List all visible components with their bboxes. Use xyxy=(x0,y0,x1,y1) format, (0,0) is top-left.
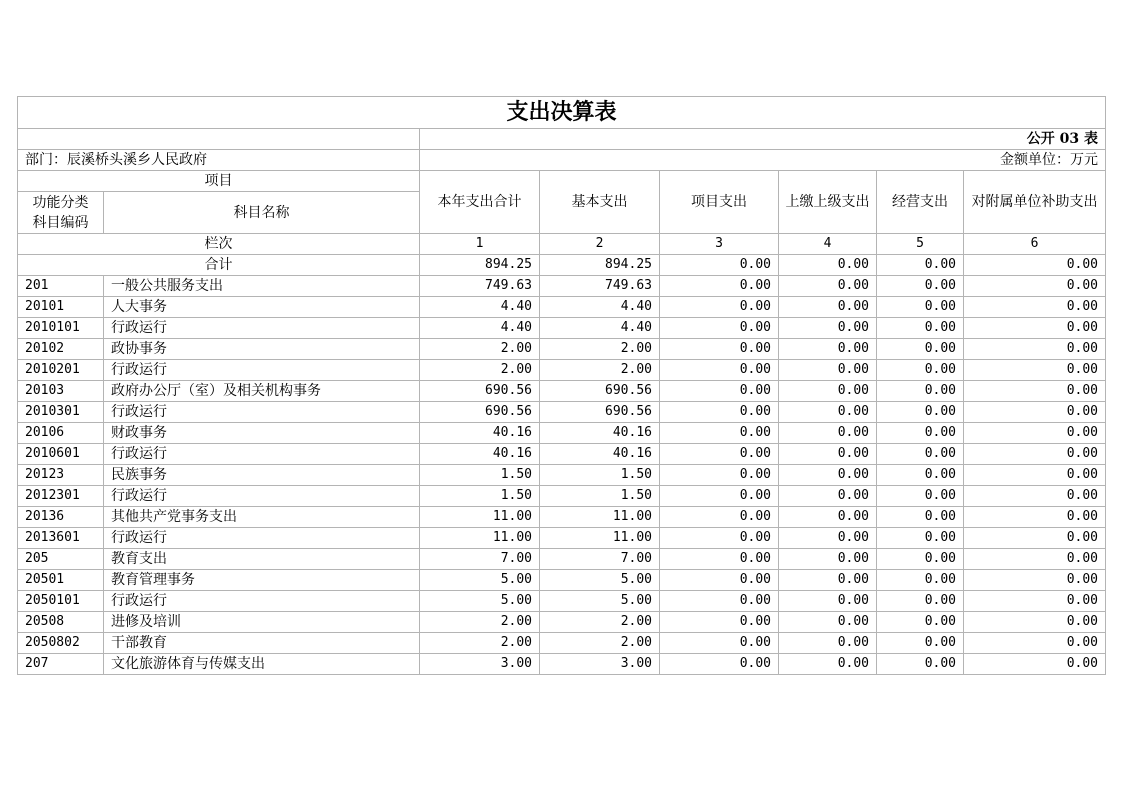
subject-name: 行政运行 xyxy=(104,486,420,507)
table-row xyxy=(18,591,1106,612)
amount-cell: 0.00 xyxy=(660,486,779,507)
subject-name: 行政运行 xyxy=(104,528,420,549)
amount-cell: 0.00 xyxy=(779,549,877,570)
amount-cell: 0.00 xyxy=(660,570,779,591)
amount-cell: 11.00 xyxy=(540,528,660,549)
header-name: 科目名称 xyxy=(104,192,420,234)
amount-cell: 0.00 xyxy=(964,528,1106,549)
table-row xyxy=(18,549,1106,570)
amount-cell: 0.00 xyxy=(964,549,1106,570)
amount-cell: 0.00 xyxy=(660,633,779,654)
amount-cell: 1.50 xyxy=(540,486,660,507)
subject-code: 20508 xyxy=(18,612,104,633)
subject-code: 20103 xyxy=(18,381,104,402)
table-row xyxy=(18,276,1106,297)
amount-cell: 0.00 xyxy=(877,381,964,402)
amount-cell: 40.16 xyxy=(540,423,660,444)
amount-cell: 2.00 xyxy=(420,612,540,633)
amount-cell: 0.00 xyxy=(964,507,1106,528)
amount-cell: 3.00 xyxy=(540,654,660,675)
subject-name: 行政运行 xyxy=(104,591,420,612)
header-project-expenditure: 项目支出 xyxy=(660,171,779,234)
amount-cell: 11.00 xyxy=(420,528,540,549)
amount-cell: 7.00 xyxy=(420,549,540,570)
amount-cell: 0.00 xyxy=(660,465,779,486)
amount-cell: 0.00 xyxy=(660,381,779,402)
amount-cell: 0.00 xyxy=(660,402,779,423)
amount-cell: 40.16 xyxy=(420,444,540,465)
amount-cell: 5.00 xyxy=(420,591,540,612)
table-row xyxy=(18,381,1106,402)
table-row xyxy=(18,570,1106,591)
subject-code: 20101 xyxy=(18,297,104,318)
subject-code: 201 xyxy=(18,276,104,297)
amount-cell: 0.00 xyxy=(779,528,877,549)
table-row xyxy=(18,486,1106,507)
table-row xyxy=(18,339,1106,360)
total-value: 0.00 xyxy=(660,255,779,276)
table-row xyxy=(18,507,1106,528)
subject-name: 教育支出 xyxy=(104,549,420,570)
amount-cell: 0.00 xyxy=(964,633,1106,654)
subject-name: 一般公共服务支出 xyxy=(104,276,420,297)
subject-code: 2013601 xyxy=(18,528,104,549)
subject-code: 20102 xyxy=(18,339,104,360)
amount-cell: 0.00 xyxy=(877,423,964,444)
amount-cell: 5.00 xyxy=(540,591,660,612)
amount-cell: 0.00 xyxy=(779,339,877,360)
amount-cell: 2.00 xyxy=(540,612,660,633)
subject-name: 文化旅游体育与传媒支出 xyxy=(104,654,420,675)
subject-code: 205 xyxy=(18,549,104,570)
amount-cell: 0.00 xyxy=(779,276,877,297)
amount-cell: 0.00 xyxy=(877,549,964,570)
amount-cell: 0.00 xyxy=(877,402,964,423)
department-label: 部门：辰溪桥头溪乡人民政府 xyxy=(18,150,420,171)
amount-cell: 0.00 xyxy=(779,297,877,318)
table-row xyxy=(18,360,1106,381)
amount-cell: 0.00 xyxy=(660,276,779,297)
subject-code: 2010201 xyxy=(18,360,104,381)
amount-cell: 0.00 xyxy=(877,339,964,360)
amount-cell: 0.00 xyxy=(877,444,964,465)
amount-cell: 0.00 xyxy=(964,591,1106,612)
amount-cell: 0.00 xyxy=(964,465,1106,486)
amount-cell: 0.00 xyxy=(660,339,779,360)
amount-cell: 0.00 xyxy=(779,486,877,507)
amount-cell: 0.00 xyxy=(779,360,877,381)
amount-cell: 1.50 xyxy=(540,465,660,486)
amount-cell: 0.00 xyxy=(964,276,1106,297)
total-label: 合计 xyxy=(18,255,420,276)
amount-cell: 0.00 xyxy=(964,402,1106,423)
amount-cell: 690.56 xyxy=(420,381,540,402)
table-row xyxy=(18,465,1106,486)
amount-cell: 0.00 xyxy=(877,486,964,507)
amount-cell: 0.00 xyxy=(877,591,964,612)
amount-cell: 0.00 xyxy=(779,465,877,486)
amount-cell: 4.40 xyxy=(540,297,660,318)
amount-cell: 1.50 xyxy=(420,486,540,507)
amount-cell: 0.00 xyxy=(877,360,964,381)
amount-cell: 0.00 xyxy=(660,423,779,444)
amount-cell: 3.00 xyxy=(420,654,540,675)
amount-cell: 0.00 xyxy=(877,633,964,654)
amount-cell: 2.00 xyxy=(420,339,540,360)
total-value: 894.25 xyxy=(420,255,540,276)
amount-cell: 0.00 xyxy=(779,612,877,633)
amount-cell: 4.40 xyxy=(420,297,540,318)
amount-cell: 0.00 xyxy=(779,591,877,612)
amount-cell: 0.00 xyxy=(877,654,964,675)
subject-name: 政府办公厅（室）及相关机构事务 xyxy=(104,381,420,402)
amount-cell: 0.00 xyxy=(660,297,779,318)
amount-cell: 749.63 xyxy=(540,276,660,297)
unit-label: 金额单位：万元 xyxy=(420,150,1106,171)
subject-code: 20123 xyxy=(18,465,104,486)
header-subsidy: 对附属单位补助支出 xyxy=(964,171,1106,234)
amount-cell: 0.00 xyxy=(660,612,779,633)
amount-cell: 0.00 xyxy=(779,423,877,444)
amount-cell: 0.00 xyxy=(877,465,964,486)
table-row xyxy=(18,318,1106,339)
amount-cell: 40.16 xyxy=(420,423,540,444)
amount-cell: 0.00 xyxy=(660,528,779,549)
subject-name: 行政运行 xyxy=(104,360,420,381)
table-row xyxy=(18,423,1106,444)
subject-code: 2010301 xyxy=(18,402,104,423)
page-title: 支出决算表 xyxy=(18,97,1106,129)
subject-code: 20106 xyxy=(18,423,104,444)
amount-cell: 0.00 xyxy=(877,276,964,297)
total-row xyxy=(18,255,1106,276)
amount-cell: 749.63 xyxy=(420,276,540,297)
amount-cell: 0.00 xyxy=(660,507,779,528)
amount-cell: 0.00 xyxy=(779,444,877,465)
subject-name: 干部教育 xyxy=(104,633,420,654)
table-row xyxy=(18,297,1106,318)
amount-cell: 0.00 xyxy=(779,633,877,654)
amount-cell: 0.00 xyxy=(660,654,779,675)
amount-cell: 0.00 xyxy=(779,654,877,675)
subject-name: 进修及培训 xyxy=(104,612,420,633)
amount-cell: 0.00 xyxy=(660,318,779,339)
amount-cell: 0.00 xyxy=(660,360,779,381)
amount-cell: 0.00 xyxy=(964,318,1106,339)
amount-cell: 0.00 xyxy=(660,591,779,612)
header-total: 本年支出合计 xyxy=(420,171,540,234)
column-index-label: 栏次 xyxy=(18,234,420,255)
amount-cell: 2.00 xyxy=(540,633,660,654)
amount-cell: 0.00 xyxy=(964,381,1106,402)
subject-name: 其他共产党事务支出 xyxy=(104,507,420,528)
table-row xyxy=(18,444,1106,465)
amount-cell: 2.00 xyxy=(420,360,540,381)
amount-cell: 7.00 xyxy=(540,549,660,570)
amount-cell: 0.00 xyxy=(779,318,877,339)
blank-cell xyxy=(18,129,420,150)
amount-cell: 0.00 xyxy=(964,570,1106,591)
amount-cell: 11.00 xyxy=(540,507,660,528)
amount-cell: 0.00 xyxy=(877,507,964,528)
subject-name: 政协事务 xyxy=(104,339,420,360)
amount-cell: 0.00 xyxy=(779,381,877,402)
table-row xyxy=(18,633,1106,654)
subject-name: 教育管理事务 xyxy=(104,570,420,591)
amount-cell: 4.40 xyxy=(420,318,540,339)
column-index-6: 6 xyxy=(964,234,1106,255)
total-value: 0.00 xyxy=(877,255,964,276)
amount-cell: 0.00 xyxy=(964,339,1106,360)
amount-cell: 0.00 xyxy=(877,570,964,591)
amount-cell: 1.50 xyxy=(420,465,540,486)
amount-cell: 0.00 xyxy=(964,612,1106,633)
amount-cell: 0.00 xyxy=(779,507,877,528)
amount-cell: 0.00 xyxy=(877,297,964,318)
amount-cell: 4.40 xyxy=(540,318,660,339)
amount-cell: 0.00 xyxy=(660,549,779,570)
amount-cell: 0.00 xyxy=(964,654,1106,675)
table-row xyxy=(18,654,1106,675)
subject-name: 行政运行 xyxy=(104,318,420,339)
column-index-2: 2 xyxy=(540,234,660,255)
header-basic: 基本支出 xyxy=(540,171,660,234)
subject-code: 2050802 xyxy=(18,633,104,654)
amount-cell: 0.00 xyxy=(964,297,1106,318)
subject-name: 财政事务 xyxy=(104,423,420,444)
subject-name: 民族事务 xyxy=(104,465,420,486)
amount-cell: 0.00 xyxy=(779,402,877,423)
column-index-5: 5 xyxy=(877,234,964,255)
subject-name: 人大事务 xyxy=(104,297,420,318)
amount-cell: 5.00 xyxy=(540,570,660,591)
table-row xyxy=(18,402,1106,423)
amount-cell: 2.00 xyxy=(540,360,660,381)
amount-cell: 690.56 xyxy=(540,402,660,423)
header-upper-payment: 上缴上级支出 xyxy=(779,171,877,234)
amount-cell: 0.00 xyxy=(779,570,877,591)
column-index-1: 1 xyxy=(420,234,540,255)
subject-name: 行政运行 xyxy=(104,402,420,423)
amount-cell: 0.00 xyxy=(964,360,1106,381)
column-index-4: 4 xyxy=(779,234,877,255)
subject-code: 207 xyxy=(18,654,104,675)
amount-cell: 690.56 xyxy=(420,402,540,423)
total-value: 0.00 xyxy=(964,255,1106,276)
amount-cell: 0.00 xyxy=(877,318,964,339)
header-code: 功能分类 科目编码 xyxy=(18,192,104,234)
table-number: 公开 03 表 xyxy=(420,129,1106,150)
amount-cell: 0.00 xyxy=(964,423,1106,444)
subject-code: 20501 xyxy=(18,570,104,591)
subject-code: 2012301 xyxy=(18,486,104,507)
amount-cell: 0.00 xyxy=(877,528,964,549)
amount-cell: 5.00 xyxy=(420,570,540,591)
subject-code: 2050101 xyxy=(18,591,104,612)
amount-cell: 40.16 xyxy=(540,444,660,465)
amount-cell: 0.00 xyxy=(964,486,1106,507)
total-value: 0.00 xyxy=(779,255,877,276)
header-project: 项目 xyxy=(18,171,420,192)
expenditure-table xyxy=(17,96,1106,675)
amount-cell: 0.00 xyxy=(877,612,964,633)
amount-cell: 2.00 xyxy=(540,339,660,360)
total-value: 894.25 xyxy=(540,255,660,276)
subject-code: 2010101 xyxy=(18,318,104,339)
column-index-3: 3 xyxy=(660,234,779,255)
table-row xyxy=(18,612,1106,633)
amount-cell: 0.00 xyxy=(660,444,779,465)
header-business: 经营支出 xyxy=(877,171,964,234)
table-row xyxy=(18,528,1106,549)
subject-code: 2010601 xyxy=(18,444,104,465)
amount-cell: 0.00 xyxy=(964,444,1106,465)
amount-cell: 2.00 xyxy=(420,633,540,654)
subject-code: 20136 xyxy=(18,507,104,528)
amount-cell: 11.00 xyxy=(420,507,540,528)
amount-cell: 690.56 xyxy=(540,381,660,402)
subject-name: 行政运行 xyxy=(104,444,420,465)
